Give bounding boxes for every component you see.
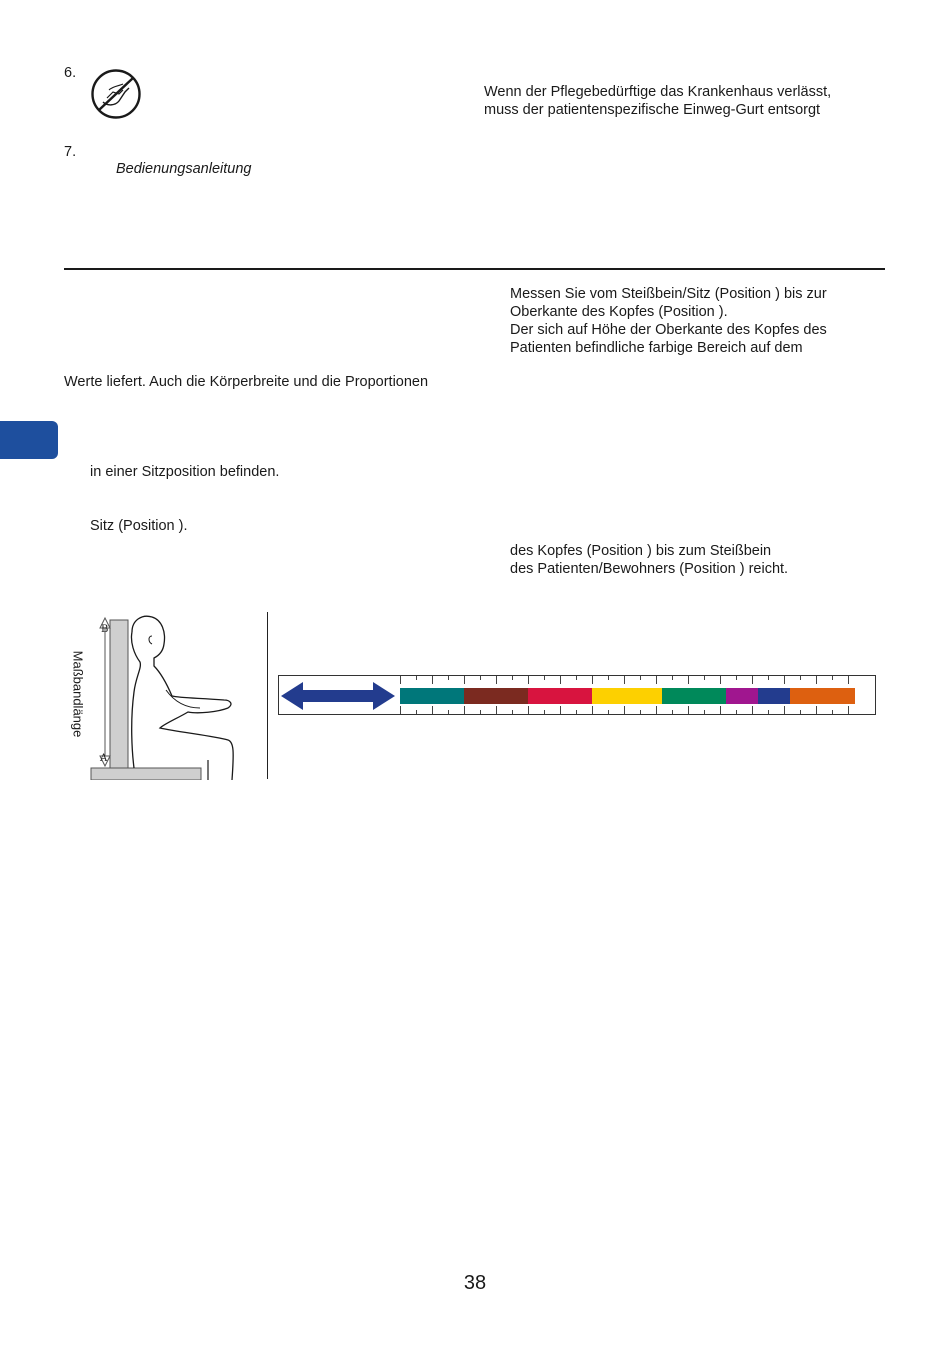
tape-tick	[464, 706, 465, 714]
tape-tick	[512, 710, 513, 714]
item-6-number: 6.	[64, 65, 77, 81]
measuring-tape	[278, 675, 876, 715]
tape-tick	[624, 706, 625, 714]
tape-tick	[720, 676, 721, 684]
marker-b: B	[101, 624, 109, 635]
tape-tick	[464, 676, 465, 684]
tape-tick	[448, 710, 449, 714]
tape-tick	[592, 676, 593, 684]
measure-line-1: Messen Sie vom Steißbein/Sitz (Position ) bis zur	[510, 286, 827, 302]
tape-segment	[726, 688, 758, 704]
tape-tick	[400, 676, 401, 684]
tape-tick	[400, 706, 401, 714]
tape-segment	[528, 688, 592, 704]
left-text-line-1: Werte liefert. Auch die Körperbreite und die Proportionen	[64, 374, 429, 390]
tape-tick	[576, 676, 577, 680]
tape-tick	[656, 706, 657, 714]
tape-tick	[512, 676, 513, 680]
tape-tick	[640, 676, 641, 680]
tape-tick	[848, 706, 849, 714]
tape-tick	[608, 710, 609, 714]
tape-tick	[560, 676, 561, 684]
tape-tick	[432, 706, 433, 714]
tape-tick	[800, 676, 801, 680]
tape-tick	[752, 676, 753, 684]
tape-tick	[416, 676, 417, 680]
tape-segment	[592, 688, 662, 704]
tape-tick	[816, 706, 817, 714]
item-7-italic-text: Bedienungsanleitung	[116, 161, 252, 177]
right-top-line-1: Wenn der Pflegebedürftige das Krankenhaus verlässt,	[484, 84, 832, 100]
tape-tick	[656, 676, 657, 684]
tape-tick	[768, 710, 769, 714]
tape-tick	[528, 706, 529, 714]
no-washing-symbol-icon	[89, 68, 143, 120]
figure-divider	[267, 612, 268, 779]
tape-tick	[544, 676, 545, 680]
tape-tick	[576, 710, 577, 714]
tape-tick	[784, 676, 785, 684]
tape-tick	[688, 676, 689, 684]
tape-tick	[448, 676, 449, 680]
marker-a: A	[100, 753, 108, 764]
tape-tick	[784, 706, 785, 714]
page-number: 38	[463, 1272, 487, 1294]
tape-tick	[544, 710, 545, 714]
tape-tick	[768, 676, 769, 680]
tape-tick	[432, 676, 433, 684]
tape-tick	[624, 676, 625, 684]
tape-tick	[608, 676, 609, 680]
tape-tick	[560, 706, 561, 714]
tape-tick	[720, 706, 721, 714]
measure-line-3: Der sich auf Höhe der Oberkante des Kopfes des	[510, 322, 827, 338]
tape-segment	[790, 688, 855, 704]
tape-tick	[752, 706, 753, 714]
tape-tick	[672, 710, 673, 714]
tape-tick	[704, 710, 705, 714]
left-text-line-2: in einer Sitzposition befinden.	[90, 464, 280, 480]
tape-tick	[832, 676, 833, 680]
section-divider	[64, 268, 885, 270]
item-7-number: 7.	[64, 144, 77, 160]
tape-tick	[640, 710, 641, 714]
seated-patient-illustration	[88, 612, 238, 780]
tape-tick	[832, 710, 833, 714]
tape-tick	[672, 676, 673, 680]
tape-tick	[736, 710, 737, 714]
double-arrow-icon	[281, 680, 395, 712]
tape-tick	[480, 710, 481, 714]
tape-segment	[400, 688, 464, 704]
measure-line-2: Oberkante des Kopfes (Position ).	[510, 304, 728, 320]
tape-tick	[688, 706, 689, 714]
tape-segment	[464, 688, 528, 704]
tape-segment	[662, 688, 726, 704]
tape-length-label: Maßbandlänge	[70, 650, 86, 738]
tape-tick	[736, 676, 737, 680]
tape-tick	[848, 676, 849, 684]
chapter-tab	[0, 421, 58, 459]
right-bottom-line-2: des Patienten/Bewohners (Position ) reicht.	[510, 561, 789, 577]
tape-tick	[816, 676, 817, 684]
right-bottom-line-1: des Kopfes (Position ) bis zum Steißbein	[510, 543, 772, 559]
tape-tick	[496, 706, 497, 714]
tape-tick	[528, 676, 529, 684]
tape-tick	[800, 710, 801, 714]
left-text-line-3: Sitz (Position ).	[90, 518, 188, 534]
tape-tick	[480, 676, 481, 680]
tape-tick	[704, 676, 705, 680]
tape-segment	[758, 688, 790, 704]
tape-tick	[592, 706, 593, 714]
tape-tick	[496, 676, 497, 684]
right-top-line-2: muss der patientenspezifische Einweg-Gurt entsorgt	[484, 102, 821, 118]
measure-line-4: Patienten befindliche farbige Bereich auf dem	[510, 340, 803, 356]
tape-tick	[416, 710, 417, 714]
